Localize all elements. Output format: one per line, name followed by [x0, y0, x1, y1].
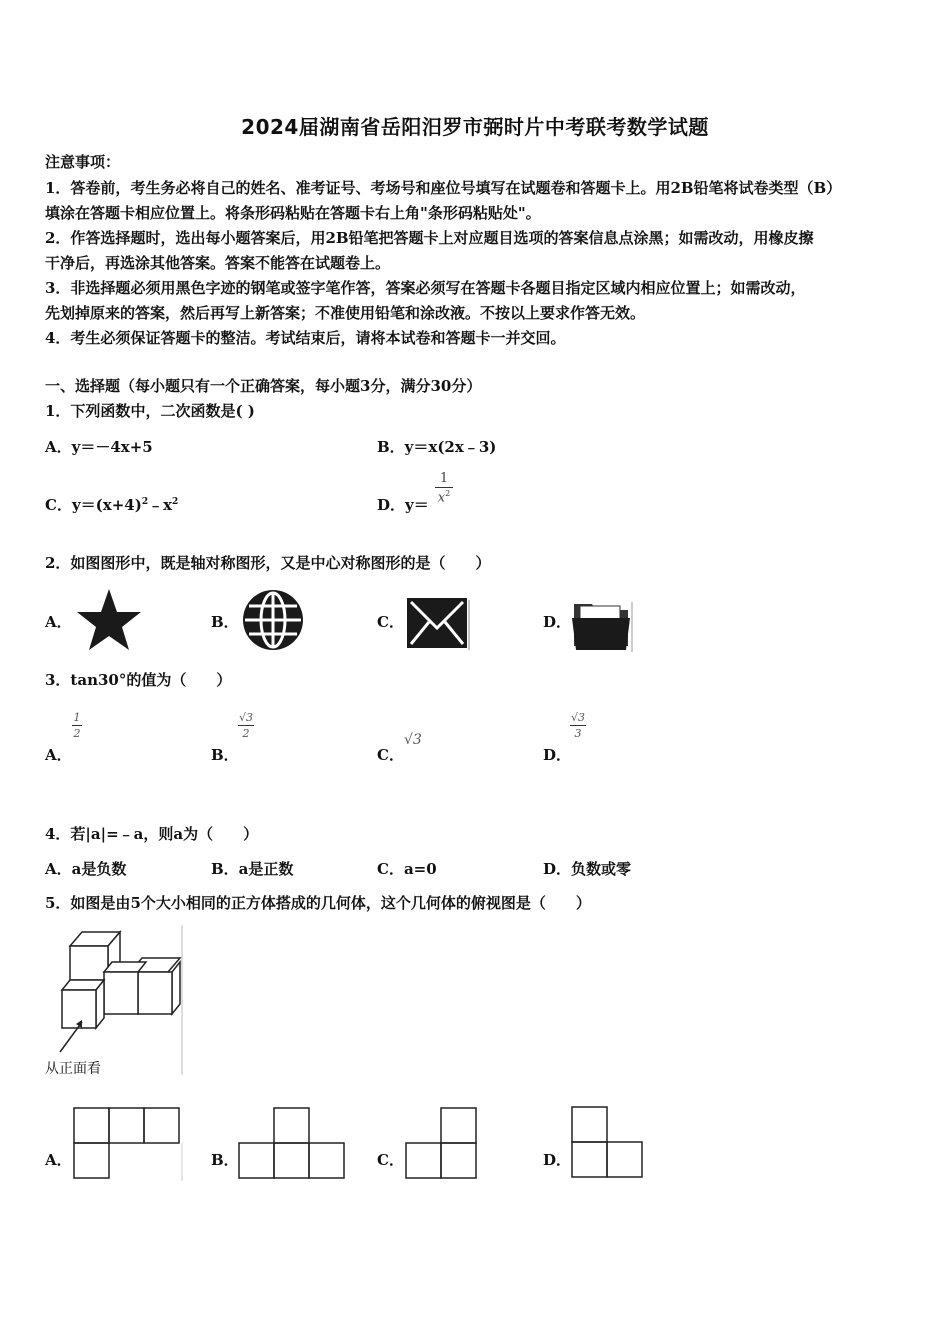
- notice-line-3: 2．作答选择题时，选出每小题答案后，用2B铅笔把答题卡上对应题目选项的答案信息点涂黑；如需改动，用橡皮擦: [45, 229, 814, 247]
- q1-d-label: D．y＝: [377, 496, 429, 514]
- q5-a-view: [72, 1106, 184, 1182]
- cube-figure: [42, 920, 187, 1080]
- q3-b-denominator: 2: [242, 727, 250, 740]
- front-view-label: 从正面看: [45, 1061, 101, 1077]
- q5-option-b[interactable]: B．: [211, 1151, 239, 1169]
- q4-option-d[interactable]: D．负数或零: [543, 860, 632, 878]
- q3-d-fraction-bar: [570, 725, 586, 726]
- q3-d-fraction: [570, 711, 586, 740]
- envelope-icon: [405, 596, 471, 652]
- notice-heading: 注意事项：: [45, 153, 121, 171]
- notice-line-4: 干净后，再选涂其他答案。答案不能答在试题卷上。: [45, 254, 391, 272]
- q5-c-view: [404, 1106, 484, 1182]
- section-heading: 一、选择题（每小题只有一个正确答案，每小题3分，满分30分）: [45, 377, 482, 395]
- q1-c-minus: ﹣x: [148, 496, 173, 514]
- q1-option-c[interactable]: [45, 494, 178, 515]
- q1-option-b[interactable]: B．y＝x(2x﹣3): [377, 438, 497, 456]
- q3-a-denominator: 2: [73, 727, 81, 740]
- notice-line-2: 填涂在答题卡相应位置上。将条形码粘贴在答题卡右上角"条形码粘贴处"。: [45, 204, 541, 222]
- q2-option-d[interactable]: D．: [543, 613, 572, 631]
- q3-b-fraction-bar: [238, 725, 254, 726]
- q2-option-b[interactable]: B．: [211, 613, 239, 631]
- q3-d-numerator: √3: [570, 711, 585, 724]
- q3-option-a[interactable]: A．: [45, 746, 72, 764]
- q5-stem: 5．如图是由5个大小相同的正方体搭成的几何体，这个几何体的俯视图是（ ）: [45, 894, 591, 912]
- notice-line-6: 先划掉原来的答案，然后再写上新答案；不准使用铅笔和涂改液。不按以上要求作答无效。: [45, 304, 646, 322]
- q4-stem: 4．若|a|=﹣a，则a为（ ）: [45, 825, 259, 843]
- q1-c-base: C．y＝(x+4): [45, 496, 142, 514]
- q1-d-numerator: 1: [439, 471, 449, 486]
- q3-a-fraction-bar: [72, 725, 82, 726]
- q2-option-a[interactable]: A．: [45, 613, 72, 631]
- q1-d-fraction-bar: [435, 487, 453, 488]
- q1-c-exp2: 2: [172, 497, 179, 507]
- globe-icon: [240, 588, 306, 652]
- q1-d-fraction: [435, 471, 453, 505]
- q3-b-fraction: [238, 711, 254, 740]
- q1-c-exp: 2: [141, 497, 149, 507]
- q4-option-c[interactable]: C．a=0: [377, 860, 437, 878]
- q1-option-d[interactable]: [377, 494, 429, 515]
- q3-option-d[interactable]: D．: [543, 746, 572, 764]
- q3-d-denominator: 3: [574, 727, 582, 740]
- q1-option-a[interactable]: A．y＝－4x+5: [45, 438, 153, 456]
- q3-b-numerator: √3: [238, 711, 253, 724]
- q2-stem: 2．如图图形中，既是轴对称图形，又是中心对称图形的是（ ）: [45, 554, 491, 572]
- q3-stem: 3．tan30°的值为（ ）: [45, 671, 232, 689]
- q4-option-b[interactable]: B．a是正数: [211, 860, 294, 878]
- q5-option-c[interactable]: C．: [377, 1151, 404, 1169]
- q3-c-value: √3: [404, 732, 422, 748]
- q3-a-fraction: [72, 711, 82, 740]
- q3-a-numerator: 1: [73, 711, 81, 724]
- q5-b-view: [237, 1106, 349, 1182]
- q1-d-den-exp: 2: [445, 489, 451, 498]
- q3-option-b[interactable]: B．: [211, 746, 239, 764]
- q5-d-view: [570, 1105, 650, 1181]
- q5-option-a[interactable]: A．: [45, 1151, 72, 1169]
- notice-line-7: 4．考生必须保证答题卡的整洁。考试结束后，请将本试卷和答题卡一并交回。: [45, 329, 566, 347]
- q3-option-c[interactable]: C．: [377, 746, 404, 764]
- q1-stem: 1．下列函数中，二次函数是( ): [45, 402, 255, 420]
- notice-line-5: 3．非选择题必须用黑色字迹的钢笔或签字笔作答，答案必须写在答题卡各题目指定区域内相应位置上；如需改动，: [45, 279, 806, 297]
- q2-option-c[interactable]: C．: [377, 613, 404, 631]
- notice-line-1: 1．答卷前，考生务必将自己的姓名、准考证号、考场号和座位号填写在试题卷和答题卡上。用2B铅笔将试卷类型（B）: [45, 179, 842, 197]
- page-title: 2024届湖南省岳阳汨罗市弼时片中考联考数学试题: [241, 115, 709, 139]
- folder-icon: [570, 596, 634, 654]
- q5-option-d[interactable]: D．: [543, 1151, 572, 1169]
- q4-option-a[interactable]: A．a是负数: [45, 860, 127, 878]
- star-icon: [75, 587, 143, 653]
- q1-d-denominator: x: [437, 490, 446, 506]
